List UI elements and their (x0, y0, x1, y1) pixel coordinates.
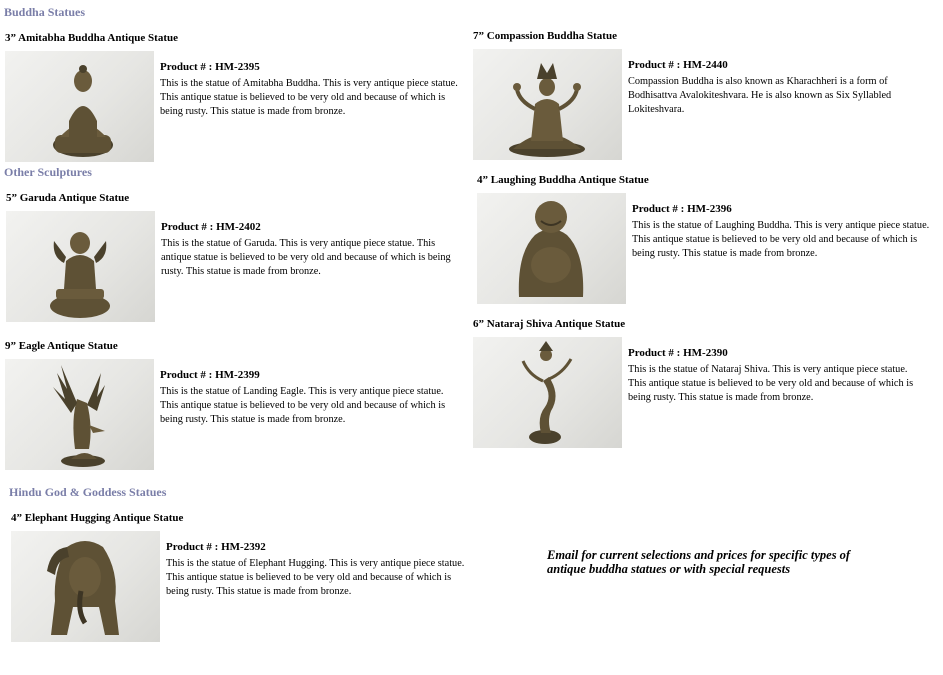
elephant-hugging-image[interactable] (11, 531, 160, 642)
email-note: Email for current selections and prices for specific types of antique buddha statues or with special requests (547, 548, 851, 576)
product-code: Product # : HM-2440 (628, 59, 728, 71)
product-description: This is the statue of Amitabha Buddha. This is very antique piece statue. This antique statue is believed to be very old and because of which is being rusty. This statue is made from bronze. (160, 78, 458, 117)
product-description: This is the statue of Landing Eagle. This is very antique piece statue. This antique statue is believed to be very old and because of which is being rusty. This statue is made from bronze. (160, 386, 446, 425)
garuda-image[interactable] (6, 211, 155, 322)
product-description: This is the statue of Elephant Hugging. This is very antique piece statue. This antique statue is believed to be very old and because of which is being rusty. This statue is made from bronze. (166, 558, 465, 597)
product-description: This is the statue of Laughing Buddha. This is very antique piece statue. This antique statue is believed to be very old and because of which is being rusty. This statue is made from bronze. (632, 220, 930, 259)
product-title: 5” Garuda Antique Statue (6, 192, 130, 204)
product-title: 4” Laughing Buddha Antique Statue (477, 174, 649, 186)
nataraj-shiva-image[interactable] (473, 337, 622, 448)
product-title: 6” Nataraj Shiva Antique Statue (473, 318, 626, 330)
section-heading-other-sculptures: Other Sculptures (4, 165, 92, 179)
amitabha-buddha-image[interactable] (5, 51, 154, 162)
product-description: This is the statue of Garuda. This is very antique piece statue. This antique statue is believed to be very old and because of which is being rusty. This statue is made from bronze. (161, 238, 451, 277)
compassion-buddha-image[interactable] (473, 49, 622, 160)
product-title: 7” Compassion Buddha Statue (473, 30, 617, 42)
product-title: 9” Eagle Antique Statue (5, 340, 118, 352)
product-description: This is the statue of Nataraj Shiva. This is very antique piece statue. This antique statue is believed to be very old and because of which is being rusty. This statue is made from bronze. (628, 364, 914, 403)
product-code: Product # : HM-2399 (160, 369, 260, 381)
section-heading-hindu-statues: Hindu God & Goddess Statues (9, 485, 167, 499)
product-code: Product # : HM-2392 (166, 541, 266, 553)
laughing-buddha-image[interactable] (477, 193, 626, 304)
product-code: Product # : HM-2395 (160, 61, 260, 73)
product-code: Product # : HM-2390 (628, 347, 728, 359)
product-description: Compassion Buddha is also known as Kharachheri is a form of Bodhisattva Avalokiteshvara. He is also known as Six Syllabled Lokiteshvara. (628, 76, 892, 115)
eagle-image[interactable] (5, 359, 154, 470)
product-code: Product # : HM-2402 (161, 221, 261, 233)
product-code: Product # : HM-2396 (632, 203, 732, 215)
product-title: 4” Elephant Hugging Antique Statue (11, 512, 184, 524)
product-title: 3” Amitabha Buddha Antique Statue (5, 32, 178, 44)
section-heading-buddha-statues: Buddha Statues (4, 5, 86, 19)
